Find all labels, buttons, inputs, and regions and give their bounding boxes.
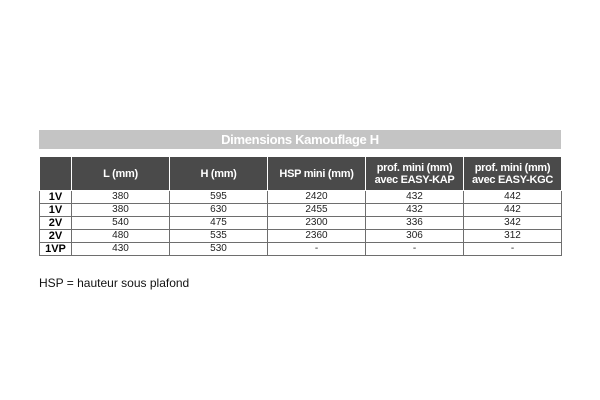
- cell-l: 380: [72, 204, 170, 217]
- cell-l: 540: [72, 217, 170, 230]
- header-row: [40, 157, 562, 191]
- cell-prof-kgc: 442: [464, 204, 562, 217]
- cell-prof-kap: 306: [366, 230, 464, 243]
- row-label: 1V: [40, 191, 72, 204]
- footnote: HSP = hauteur sous plafond: [39, 276, 190, 290]
- cell-prof-kgc: 312: [464, 230, 562, 243]
- header-h: H (mm): [170, 157, 268, 191]
- cell-h: 475: [170, 217, 268, 230]
- cell-hsp: 2360: [268, 230, 366, 243]
- header-prof-easy-kap: prof. mini (mm) avec EASY-KAP: [366, 157, 464, 191]
- row-label: 2V: [40, 217, 72, 230]
- header-corner: [40, 157, 72, 191]
- dimensions-table: [39, 156, 562, 256]
- table-row: [40, 204, 562, 217]
- cell-l: 430: [72, 243, 170, 256]
- cell-prof-kap: 432: [366, 191, 464, 204]
- cell-prof-kgc: -: [464, 243, 562, 256]
- cell-h: 535: [170, 230, 268, 243]
- row-label: 1VP: [40, 243, 72, 256]
- cell-prof-kap: -: [366, 243, 464, 256]
- cell-h: 595: [170, 191, 268, 204]
- table-row: [40, 230, 562, 243]
- header-prof-easy-kgc: prof. mini (mm) avec EASY-KGC: [464, 157, 562, 191]
- cell-prof-kgc: 342: [464, 217, 562, 230]
- cell-hsp: 2420: [268, 191, 366, 204]
- cell-l: 480: [72, 230, 170, 243]
- cell-hsp: -: [268, 243, 366, 256]
- table-row: [40, 191, 562, 204]
- cell-hsp: 2455: [268, 204, 366, 217]
- cell-hsp: 2300: [268, 217, 366, 230]
- row-label: 1V: [40, 204, 72, 217]
- cell-l: 380: [72, 191, 170, 204]
- cell-h: 530: [170, 243, 268, 256]
- cell-prof-kap: 336: [366, 217, 464, 230]
- header-hsp-mini: HSP mini (mm): [268, 157, 366, 191]
- cell-prof-kap: 432: [366, 204, 464, 217]
- table-title: Dimensions Kamouflage H: [39, 130, 561, 149]
- table-row: [40, 217, 562, 230]
- row-label: 2V: [40, 230, 72, 243]
- table-row: [40, 243, 562, 256]
- cell-prof-kgc: 442: [464, 191, 562, 204]
- header-l: L (mm): [72, 157, 170, 191]
- cell-h: 630: [170, 204, 268, 217]
